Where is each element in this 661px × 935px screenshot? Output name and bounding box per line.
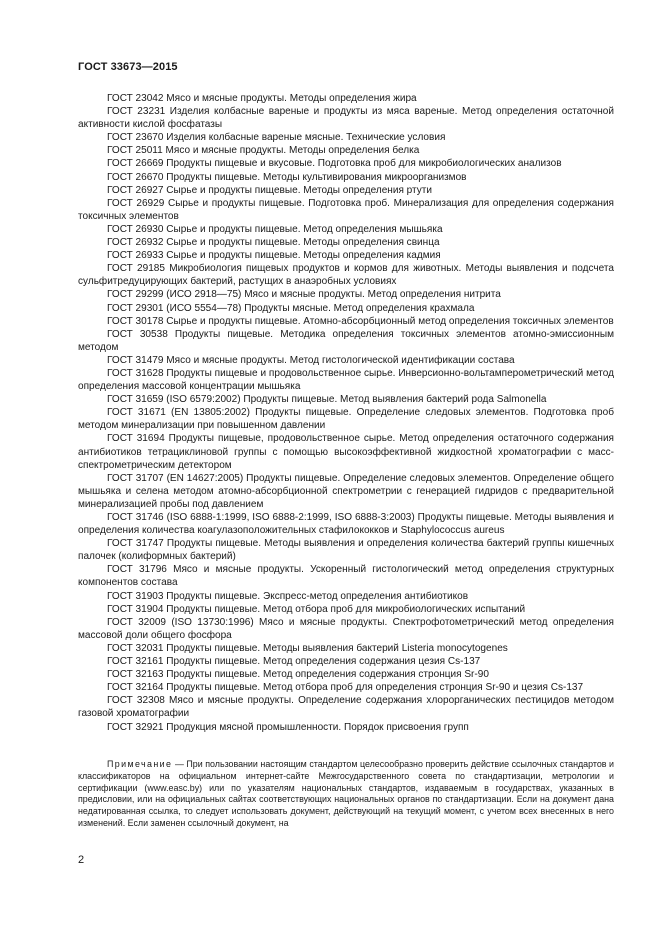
reference-item: ГОСТ 26932 Сырье и продукты пищевые. Методы определения свинца — [107, 237, 440, 249]
reference-item: ГОСТ 29299 (ИСО 2918—75) Мясо и мясные продукты. Метод определения нитрита — [107, 289, 501, 301]
reference-item: ГОСТ 32164 Продукты пищевые. Метод отбора проб для определения стронция Sr-90 и цезия Cs-137 — [107, 682, 584, 694]
reference-item: ГОСТ 30538 Продукты пищевые. Методика определения токсичных элементов атомно-эмиссионным методом — [78, 328, 614, 353]
document-header: ГОСТ 33673—2015 — [78, 61, 178, 73]
reference-item: ГОСТ 32161 Продукты пищевые. Метод определения содержания цезия Cs-137 — [107, 656, 481, 668]
page-number: 2 — [78, 854, 85, 866]
note-label: Примечание — [107, 759, 173, 769]
reference-item: ГОСТ 26929 Сырье и продукты пищевые. Подготовка проб. Минерализация для определения содержания токсичных элементов — [78, 197, 614, 222]
reference-item: ГОСТ 31628 Продукты пищевые и продовольственное сырье. Инверсионно-вольтамперометрический метод определения массовой концентрации мышьяка — [78, 367, 614, 393]
reference-item: ГОСТ 23042 Мясо и мясные продукты. Методы определения жира — [107, 93, 417, 104]
reference-item: ГОСТ 26670 Продукты пищевые. Методы культивирования микроорганизмов — [107, 171, 467, 183]
reference-item: ГОСТ 26669 Продукты пищевые и вкусовые. Подготовка проб для микробиологических анализов — [107, 158, 562, 170]
reference-item: ГОСТ 23231 Изделия колбасные вареные и продукты из мяса вареные. Метод определения остаточной активности кислой фосфатазы — [78, 106, 614, 131]
reference-item: ГОСТ 31694 Продукты пищевые, продовольственное сырье. Метод определения остаточного содержания антибиотиков тетрациклиновой группы с помощью высокоэффективной жидкостной хроматографии с масс-спектрометрическим детектором — [78, 433, 614, 471]
reference-item: ГОСТ 31796 Мясо и мясные продукты. Ускоренный гистологический метод определения структурных компонентов состава — [78, 564, 614, 589]
reference-item: ГОСТ 31904 Продукты пищевые. Метод отбора проб для микробиологических испытаний — [107, 603, 526, 615]
reference-item: ГОСТ 25011 Мясо и мясные продукты. Методы определения белка — [107, 145, 420, 157]
reference-item: ГОСТ 31659 (ISO 6579:2002) Продукты пищевые. Метод выявления бактерий рода Salmonella — [107, 394, 547, 406]
reference-item: ГОСТ 29185 Микробиология пищевых продуктов и кормов для животных. Методы выявления и подсчета сульфитредуцирующих бактерий, растущих в анаэробных условиях — [78, 263, 614, 288]
note-paragraph — [78, 759, 614, 830]
reference-item: ГОСТ 32308 Мясо и мясные продукты. Определение содержания хлорорганических пестицидов методом газовой хроматографии — [78, 695, 614, 720]
reference-item: ГОСТ 29301 (ИСО 5554—78) Продукты мясные. Метод определения крахмала — [107, 302, 475, 314]
reference-item: ГОСТ 31479 Мясо и мясные продукты. Метод гистологической идентификации состава — [107, 354, 515, 366]
reference-item: ГОСТ 23670 Изделия колбасные вареные мясные. Технические условия — [107, 132, 446, 144]
reference-item: ГОСТ 31903 Продукты пищевые. Экспресс-метод определения антибиотиков — [107, 590, 469, 602]
reference-item: ГОСТ 26930 Сырье и продукты пищевые. Метод определения мышьяка — [107, 223, 443, 235]
reference-item: ГОСТ 26927 Сырье и продукты пищевые. Методы определения ртути — [107, 184, 433, 196]
reference-item: ГОСТ 32009 (ISO 13730:1996) Мясо и мясные продукты. Спектрофотометрический метод определения массовой доли общего фосфора — [78, 616, 614, 641]
note-text: — При пользовании настоящим стандартом целесообразно проверить действие ссылочных стандартов и классификаторов на официальном интернет-сайте Межгосударственного совета по стандартизации, метрологии и сертификации (www.easc.by) или по указателям национальных стандартов, издаваемым в государствах, указанных в предисловии, или на официальных сайтах соответствующих национальных органов по стандартизации. Если на документ дана недатированная ссылка, то следует использовать документ, действующий на текущий момент, с учетом всех внесенных в него изменений. Если заменен ссылочный документ, на — [78, 759, 614, 828]
reference-item: ГОСТ 31746 (ISO 6888-1:1999, ISO 6888-2:1999, ISO 6888-3:2003) Продукты пищевые. Методы выявления и определения количества коагулазоположительных стафилококков и Staphylococcus aureus — [78, 512, 614, 537]
reference-item: ГОСТ 30178 Сырье и продукты пищевые. Атомно-абсорбционный метод определения токсичных элементов — [107, 315, 614, 327]
reference-item: ГОСТ 32031 Продукты пищевые. Методы выявления бактерий Listeria monocytogenes — [107, 642, 508, 654]
reference-item: ГОСТ 31671 (EN 13805:2002) Продукты пищевые. Определение следовых элементов. Подготовка проб методом минерализации при повышенном давлении — [78, 407, 614, 432]
reference-item: ГОСТ 26933 Сырье и продукты пищевые. Методы определения кадмия — [107, 250, 441, 262]
reference-item: ГОСТ 32163 Продукты пищевые. Метод определения содержания стронция Sr-90 — [107, 669, 489, 681]
reference-item: ГОСТ 31747 Продукты пищевые. Методы выявления и определения количества бактерий группы кишечных палочек (колиформных бактерий) — [78, 538, 614, 563]
reference-item: ГОСТ 32921 Продукция мясной промышленности. Порядок присвоения групп — [107, 721, 469, 733]
normative-references-list — [78, 92, 614, 734]
reference-item: ГОСТ 31707 (EN 14627:2005) Продукты пищевые. Определение следовых элементов. Определение общего мышьяка и селена методом атомно-абсорбционной спектрометрии с генерацией гидридов с предварительной минерализацией пробы под давлением — [78, 472, 614, 510]
